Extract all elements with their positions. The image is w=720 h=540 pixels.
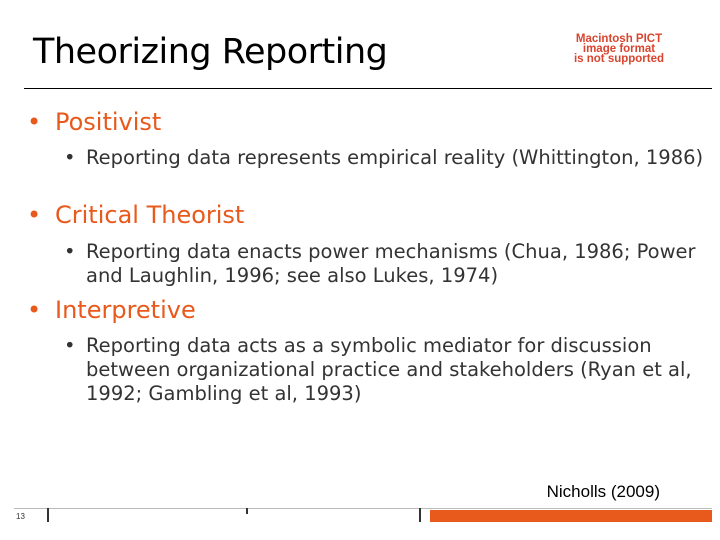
bullet-icon: • xyxy=(27,201,42,229)
section-heading-label: Positivist xyxy=(55,108,162,136)
title-divider xyxy=(24,88,712,89)
placeholder-line-3: is not supported xyxy=(573,53,665,65)
bullet-icon: • xyxy=(64,146,76,169)
footer-divider xyxy=(14,508,712,509)
image-unsupported-placeholder xyxy=(540,34,698,66)
slide-title: Theorizing Reporting xyxy=(33,32,388,72)
section-point-critical-theorist xyxy=(64,240,706,288)
citation: Nicholls (2009) xyxy=(546,482,660,501)
bullet-icon: • xyxy=(64,240,76,263)
footer-accent-bar xyxy=(430,510,712,522)
bullet-icon: • xyxy=(27,108,42,136)
section-point-text: Reporting data acts as a symbolic mediator for discussion between organizational practice and stakeholders (Ryan et al, 1992; Gambling et al, 1993) xyxy=(86,334,692,405)
placeholder-line-2: image format xyxy=(582,43,656,55)
section-heading-label: Critical Theorist xyxy=(55,201,245,229)
section-point-positivist xyxy=(64,146,706,170)
section-heading-label: Interpretive xyxy=(55,296,196,324)
section-point-text: Reporting data enacts power mechanisms (Chua, 1986; Power and Laughlin, 1996; see also Lukes, 1974) xyxy=(86,240,696,287)
section-heading-critical-theorist xyxy=(27,201,245,229)
footer-tick xyxy=(47,508,49,522)
bullet-icon: • xyxy=(64,334,76,357)
section-point-interpretive xyxy=(64,334,706,406)
section-heading-positivist xyxy=(27,108,162,136)
footer-tick xyxy=(246,508,248,514)
placeholder-line-1: Macintosh PICT xyxy=(575,33,663,45)
section-point-text: Reporting data represents empirical reality (Whittington, 1986) xyxy=(86,146,704,169)
footer-tick xyxy=(419,508,421,522)
bullet-icon: • xyxy=(27,296,42,324)
section-heading-interpretive xyxy=(27,296,196,324)
slide-number: 13 xyxy=(16,512,25,521)
